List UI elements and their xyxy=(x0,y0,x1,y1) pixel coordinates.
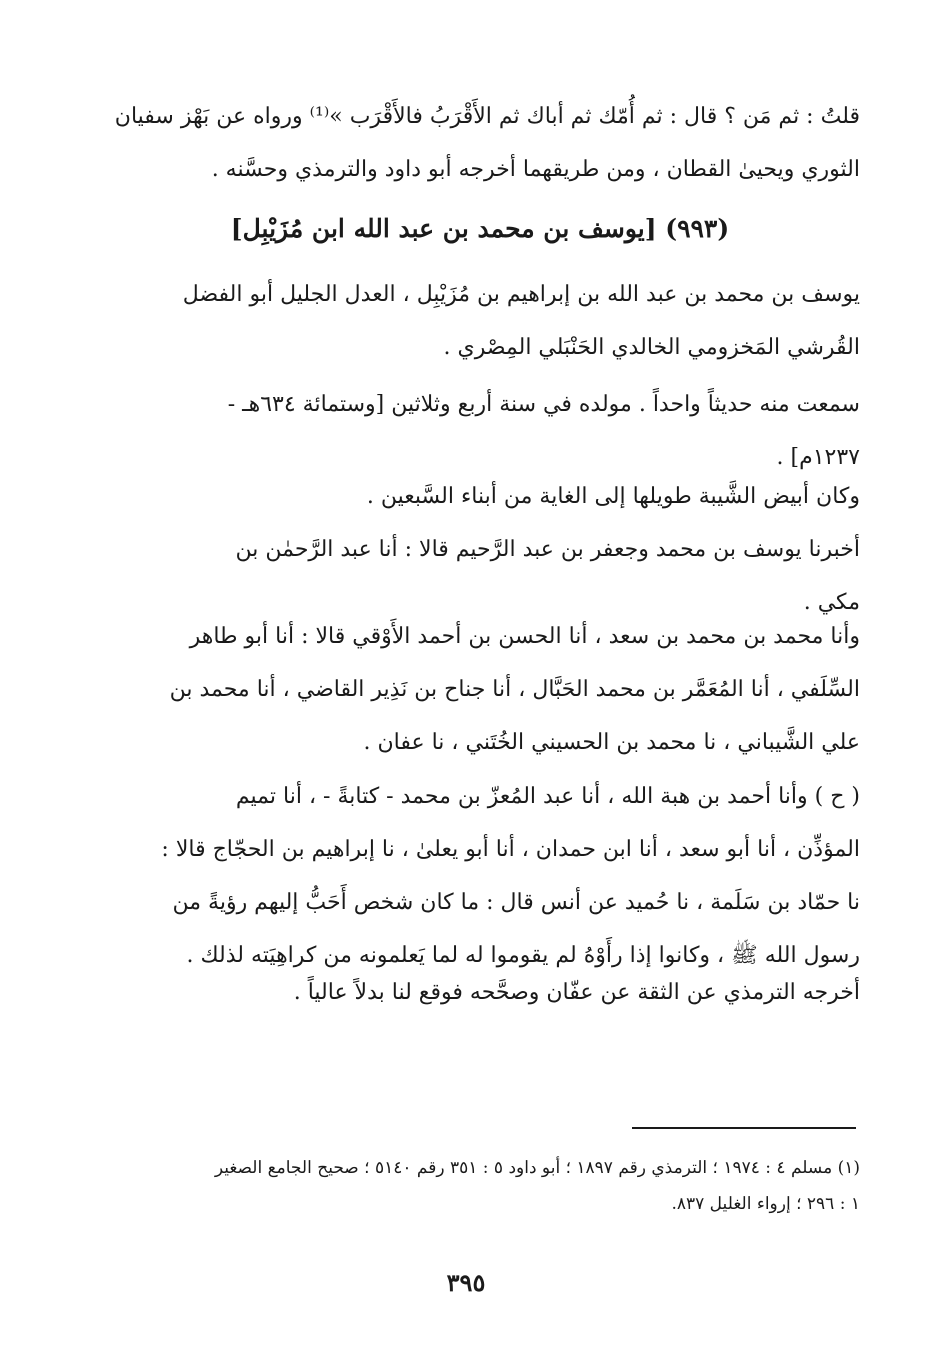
text-line: القُرشي المَخزومي الخالدي الحَنْبَلي المِصْري . xyxy=(443,335,860,360)
text-line: سمعت منه حديثاً واحداً . مولده في سنة أربع وثلاثين [وستمائة ٦٣٤هـ - xyxy=(227,392,860,417)
footnote-separator xyxy=(632,1127,856,1129)
entry-heading: (٩٩٣) [يوسف بن محمد بن عبد الله ابن مُزَيْبِل] xyxy=(230,214,730,243)
biography-paragraph xyxy=(100,268,860,374)
text-line: أخرجه الترمذي عن الثقة عن عفّان وصحَّحه فوقع لنا بدلاً عالياً . xyxy=(293,980,860,1005)
text-line: رسول الله ﷺ ، وكانوا إذا رأَوْهُ لم يقوموا له لما يَعلمونه من كراهِيَته لذلك . xyxy=(186,943,860,968)
text-line: وكان أبيض الشَّيبة طويلها إلى الغاية من أبناء السَّبعين . xyxy=(366,484,860,509)
hadith-paragraph xyxy=(100,770,860,982)
text-line: الثوري ويحيىٰ القطان ، ومن طريقهما أخرجه أبو داود والترمذي وحسَّنه . xyxy=(211,157,860,182)
birth-paragraph xyxy=(100,378,860,484)
footnote-line: ١ : ٢٩٦ ؛ إرواء الغليل ٨٣٧. xyxy=(671,1194,860,1214)
text-line: علي الشَّيباني ، نا محمد بن الحسيني الخُتَني ، نا عفان . xyxy=(363,730,860,755)
footnote-line: (١) مسلم ٤ : ١٩٧٤ ؛ الترمذي رقم ١٨٩٧ ؛ أبو داود ٥ : ٣٥١ رقم ٥١٤٠ ؛ صحيح الجامع الصغير xyxy=(214,1158,860,1178)
text-line: يوسف بن محمد بن عبد الله بن إبراهيم بن مُزَيْبِل ، العدل الجليل أبو الفضل xyxy=(182,282,860,307)
text-line: المؤذِّن ، أنا أبو سعد ، أنا ابن حمدان ، أنا أبو يعلىٰ ، نا إبراهيم بن الحجّاج قالا : xyxy=(161,837,860,862)
isnad-paragraph xyxy=(100,610,860,769)
text-line: السِّلَفي ، أنا المُعَمَّر بن محمد الحَبَّال ، أنا جناح بن نَذِير القاضي ، أنا محمد بن xyxy=(169,677,860,702)
text-line: قلتُ : ثم مَن ؟ قال : ثم أُمّك ثم أباك ثم الأَقْرَبُ فالأَقْرَب »⁽¹⁾ ورواه عن بَهْز سفيان xyxy=(114,104,860,129)
opening-paragraph xyxy=(100,90,860,196)
text-line: وأنا محمد بن محمد بن سعد ، أنا الحسن بن أحمد الأَوْقي قالا : أنا أبو طاهر xyxy=(189,624,860,649)
page-number: ٣٩٥ xyxy=(446,1268,486,1297)
closing-paragraph xyxy=(100,966,860,1019)
description-paragraph xyxy=(100,470,860,629)
text-line: ( ح ) وأنا أحمد بن هبة الله ، أنا عبد المُعزّ بن محمد - كتابةً - ، أنا تميم xyxy=(235,784,860,809)
text-line: أخبرنا يوسف بن محمد وجعفر بن عبد الرَّحيم قالا : أنا عبد الرَّحمٰن بن xyxy=(235,537,860,562)
text-line: مكي . xyxy=(803,590,860,615)
text-line: نا حمّاد بن سَلَمة ، نا حُميد عن أنس قال : ما كان شخص أَحَبُّ إليهم رؤيةً من xyxy=(172,890,860,915)
footnote xyxy=(100,1150,860,1222)
text-line: ١٢٣٧م] . xyxy=(776,445,860,470)
